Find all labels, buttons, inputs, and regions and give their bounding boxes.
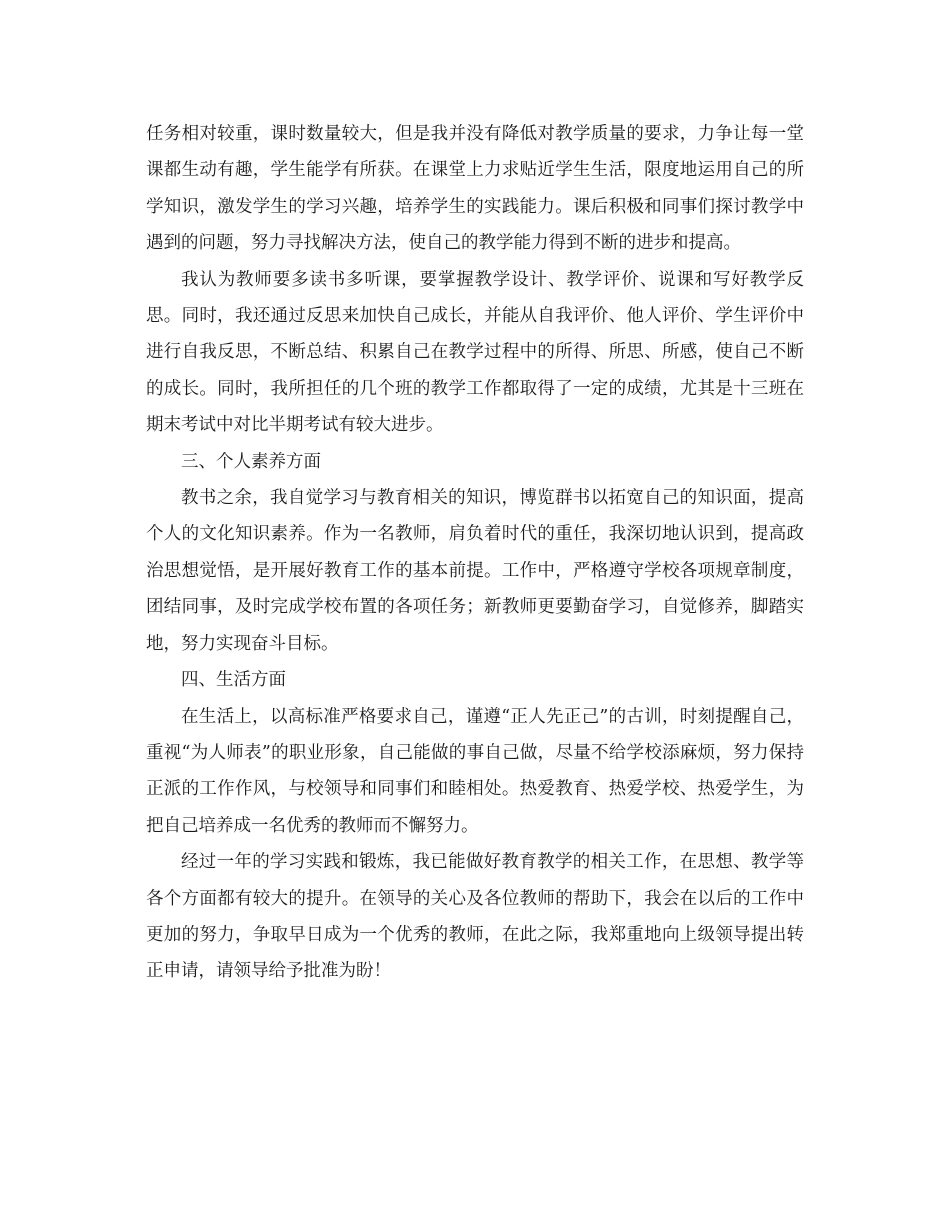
section-heading-personal-quality: 三、个人素养方面 — [181, 451, 321, 472]
paragraph-conclusion: 经过一年的学习实践和锻炼，我已能做好教育教学的相关工作，在思想、教学等各个方面都有较大的提升。在领导的关心及各位教师的帮助下，我会在以后的工作中更加的努力，争取早日成为一个优秀的教师，在此之际，我郑重地向上级领导提出转正申请，请领导给予批准为盼！ — [146, 852, 804, 982]
section-heading-life: 四、生活方面 — [181, 670, 286, 691]
document-body — [146, 116, 804, 990]
paragraph-life: 在生活上，以高标准严格要求自己，谨遵“正人先正己”的古训，时刻提醒自己，重视“为人师表”的职业形象，自己能做的事自己做，尽量不给学校添麻烦，努力保持正派的工作作风，与校领导和同事们和睦相处。热爱教育、热爱学校、热爱学生，为把自己培养成一名优秀的教师而不懈努力。 — [146, 706, 804, 836]
paragraph-personal-quality: 教书之余，我自觉学习与教育相关的知识，博览群书以拓宽自己的知识面，提高个人的文化知识素养。作为一名教师，肩负着时代的重任，我深切地认识到，提高政治思想觉悟，是开展好教育工作的基本前提。工作中，严格遵守学校各项规章制度，团结同事，及时完成学校布置的各项任务；新教师更要勤奋学习，自觉修养，脚踏实地，努力实现奋斗目标。 — [146, 488, 804, 654]
paragraph-reflection: 我认为教师要多读书多听课，要掌握教学设计、教学评价、说课和写好教学反思。同时，我还通过反思来加快自己成长，并能从自我评价、他人评价、学生评价中进行自我反思，不断总结、积累自己在教学过程中的所得、所思、所感，使自己不断的成长。同时，我所担任的几个班的教学工作都取得了一定的成绩，尤其是十三班在期末考试中对比半期考试有较大进步。 — [146, 269, 804, 436]
paragraph-teaching-continued: 任务相对较重，课时数量较大，但是我并没有降低对教学质量的要求，力争让每一堂课都生动有趣，学生能学有所获。在课堂上力求贴近学生生活，限度地运用自己的所学知识，激发学生的学习兴趣，培养学生的实践能力。课后积极和同事们探讨教学中遇到的问题，努力寻找解决方法，使自己的教学能力得到不断的进步和提高。 — [146, 124, 804, 254]
